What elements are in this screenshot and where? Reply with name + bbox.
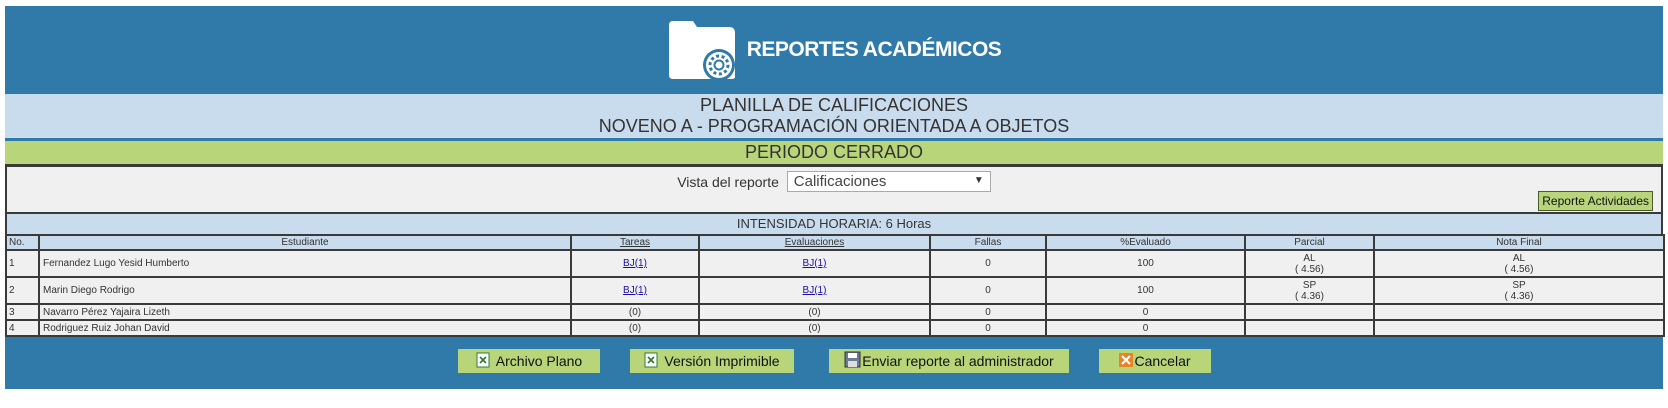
- partial-cell: [1245, 320, 1374, 336]
- final-cell: [1374, 304, 1664, 320]
- tasks-cell: [571, 277, 699, 304]
- partial-grade: AL: [1303, 252, 1316, 264]
- send-report-label: Enviar reporte al administrador: [862, 353, 1054, 369]
- save-disk-icon: [844, 351, 861, 371]
- absences-cell: 0: [930, 320, 1046, 336]
- excel-icon: [644, 352, 658, 371]
- view-selector-row: [7, 171, 1661, 192]
- view-select-value: Calificaciones: [793, 173, 887, 190]
- col-header-evaluated: %Evaluado: [1046, 235, 1245, 250]
- view-select[interactable]: [787, 171, 991, 192]
- evaluations-cell: [699, 277, 930, 304]
- student-name: Marin Diego Rodrigo: [39, 277, 571, 304]
- final-grade: SP: [1512, 279, 1526, 291]
- tasks-cell: (0): [571, 320, 699, 336]
- row-number: 1: [6, 250, 39, 277]
- table-row: [6, 277, 1664, 304]
- tasks-link[interactable]: BJ(1): [623, 285, 647, 296]
- header-banner: [5, 6, 1663, 94]
- table-row: [6, 320, 1664, 336]
- activities-report-button[interactable]: Reporte Actividades: [1538, 191, 1653, 211]
- final-cell: [1374, 320, 1664, 336]
- partial-cell: [1245, 277, 1374, 304]
- row-number: 2: [6, 277, 39, 304]
- partial-cell: [1245, 250, 1374, 277]
- col-header-partial: Parcial: [1245, 235, 1374, 250]
- report-subtitle: NOVENO A - PROGRAMACIÓN ORIENTADA A OBJETOS: [598, 116, 1070, 136]
- partial-grade: SP: [1302, 279, 1317, 291]
- student-name: Fernandez Lugo Yesid Humberto: [39, 250, 571, 277]
- tasks-cell: [571, 250, 699, 277]
- evaluated-cell: 100: [1046, 250, 1245, 277]
- absences-cell: 0: [930, 277, 1046, 304]
- evaluations-header-link[interactable]: Evaluaciones: [784, 237, 845, 248]
- final-score: ( 4.36): [1504, 290, 1534, 302]
- grades-table: [5, 234, 1665, 337]
- tasks-header-link[interactable]: Tareas: [619, 237, 650, 248]
- evaluations-link[interactable]: BJ(1): [802, 258, 827, 269]
- evaluations-link[interactable]: BJ(1): [802, 285, 827, 296]
- tasks-cell: (0): [571, 304, 699, 320]
- printable-version-label: Versión Imprimible: [664, 353, 780, 369]
- evaluations-cell: (0): [699, 304, 930, 320]
- final-cell: [1374, 277, 1664, 304]
- student-name: Rodriguez Ruiz Johan David: [39, 320, 571, 336]
- absences-cell: 0: [930, 304, 1046, 320]
- plain-file-label: Archivo Plano: [495, 353, 583, 369]
- view-panel: [5, 164, 1663, 214]
- row-number: 4: [6, 320, 39, 336]
- close-icon: [1119, 353, 1133, 370]
- dropdown-arrow-icon: ▼: [973, 175, 984, 186]
- report-heading: [5, 94, 1663, 138]
- printable-version-button[interactable]: [630, 349, 794, 373]
- excel-icon: [476, 352, 490, 371]
- row-number: 3: [6, 304, 39, 320]
- col-header-final: Nota Final: [1374, 235, 1664, 250]
- evaluations-cell: [699, 250, 930, 277]
- folder-gear-icon: [667, 19, 743, 81]
- plain-file-button[interactable]: [458, 349, 600, 373]
- report-title: PLANILLA DE CALIFICACIONES: [699, 95, 969, 115]
- evaluated-cell: 0: [1046, 304, 1245, 320]
- student-name: Navarro Pérez Yajaira Lizeth: [39, 304, 571, 320]
- cancel-label: Cancelar: [1134, 353, 1191, 369]
- footer-actions: [5, 337, 1663, 389]
- absences-cell: 0: [930, 250, 1046, 277]
- intensity-bar: INTENSIDAD HORARIA: 6 Horas: [5, 214, 1663, 234]
- partial-score: ( 4.36): [1295, 290, 1324, 302]
- final-score: ( 4.56): [1504, 263, 1534, 275]
- evaluated-cell: 100: [1046, 277, 1245, 304]
- cancel-button[interactable]: [1099, 349, 1211, 373]
- evaluations-cell: (0): [699, 320, 930, 336]
- col-header-student: Estudiante: [39, 235, 571, 250]
- partial-cell: [1245, 304, 1374, 320]
- final-cell: [1374, 250, 1664, 277]
- table-row: [6, 250, 1664, 277]
- send-report-button[interactable]: [829, 349, 1069, 373]
- report-page: [5, 6, 1663, 398]
- table-row: [6, 304, 1664, 320]
- view-label: Vista del reporte: [677, 173, 779, 190]
- tasks-link[interactable]: BJ(1): [623, 258, 647, 269]
- final-grade: AL: [1512, 252, 1526, 264]
- col-header-absences: Fallas: [930, 235, 1046, 250]
- partial-score: ( 4.56): [1295, 263, 1324, 275]
- col-header-evaluations: [699, 235, 930, 250]
- table-header-row: [6, 235, 1664, 250]
- app-title: REPORTES ACADÉMICOS: [746, 38, 1002, 61]
- evaluated-cell: 0: [1046, 320, 1245, 336]
- period-status: PERIODO CERRADO: [5, 138, 1663, 164]
- col-header-tasks: [571, 235, 699, 250]
- col-header-no: No.: [6, 235, 39, 250]
